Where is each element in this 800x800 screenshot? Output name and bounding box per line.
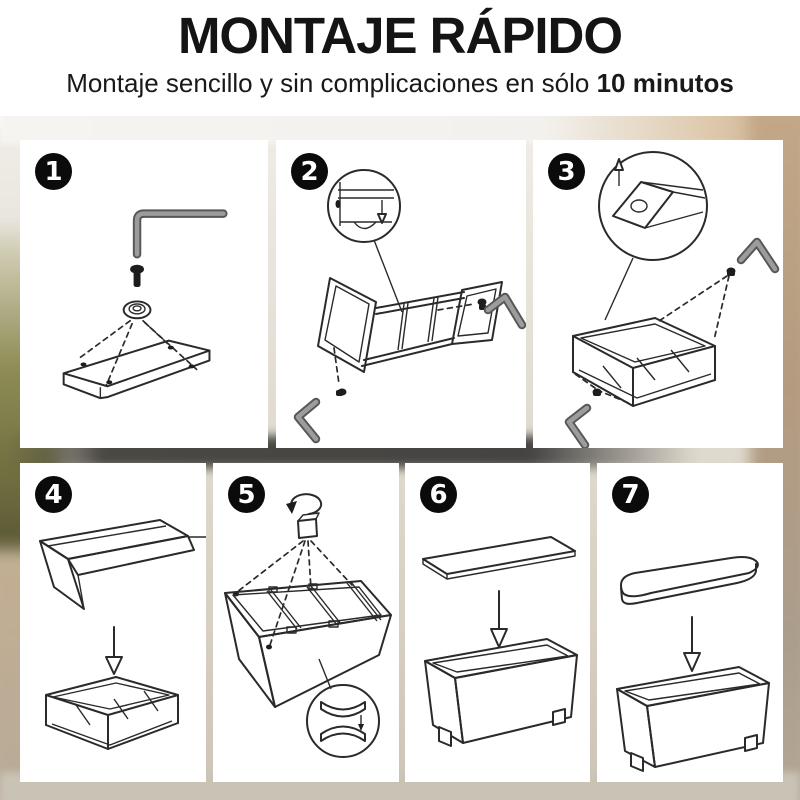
left-allen-key-icon [298, 402, 316, 439]
step-6-number-badge [420, 476, 457, 513]
frame-box [46, 677, 178, 749]
frame-rails-assembly [318, 278, 502, 372]
bottom-board [423, 537, 575, 579]
allen-key-icon [137, 214, 223, 255]
bench-box [617, 667, 769, 771]
step-5-number-badge [228, 476, 265, 513]
step-3-number: 3 [557, 156, 576, 187]
step-6-panel [405, 463, 590, 782]
cushion-lid [621, 557, 758, 604]
step-3-number-badge [548, 153, 585, 190]
page-title: MONTAJE RÁPIDO [177, 7, 623, 64]
down-arrow-icon [491, 591, 507, 647]
right-bolt-icon [438, 299, 487, 311]
bolt-icon [130, 265, 144, 287]
bench-box [425, 639, 577, 746]
step-3-panel [533, 140, 783, 448]
step-6-number: 6 [429, 479, 448, 510]
step-7-number-badge [612, 476, 649, 513]
step-4-panel [20, 463, 206, 782]
bottom-left-allen-key-icon [569, 408, 587, 445]
step-2-number-badge [291, 153, 328, 190]
knob-icon [298, 513, 319, 538]
header [0, 0, 800, 116]
outer-shell [40, 520, 206, 609]
down-arrow-icon [684, 617, 700, 671]
base-panel [64, 341, 210, 399]
step-2-panel [276, 140, 526, 448]
step-7-number: 7 [621, 479, 640, 510]
subtitle-text: Montaje sencillo y sin complicaciones en sólo [66, 68, 597, 98]
step-7-panel [597, 463, 783, 782]
step-1-number-badge [35, 153, 72, 190]
washer-icon [124, 301, 151, 318]
step-4-number-badge [35, 476, 72, 513]
detail-magnifier-circle [599, 152, 707, 320]
step-4-number: 4 [44, 479, 63, 510]
step-2-number: 2 [300, 156, 319, 187]
step-5-number: 5 [237, 479, 256, 510]
page-subtitle [66, 68, 734, 99]
subtitle-duration: 10 minutos [596, 68, 734, 98]
step-1-number: 1 [44, 156, 63, 187]
inverted-shell [225, 581, 391, 707]
detail-magnifier-circle [328, 170, 402, 312]
step-5-panel [213, 463, 399, 782]
right-allen-key-icon [488, 297, 522, 325]
down-arrow-icon [106, 627, 122, 674]
top-right-bolt-icon [659, 268, 736, 341]
top-right-allen-key-icon [741, 242, 775, 269]
step-1-panel [20, 140, 268, 448]
rotation-arrow-icon [286, 494, 321, 514]
